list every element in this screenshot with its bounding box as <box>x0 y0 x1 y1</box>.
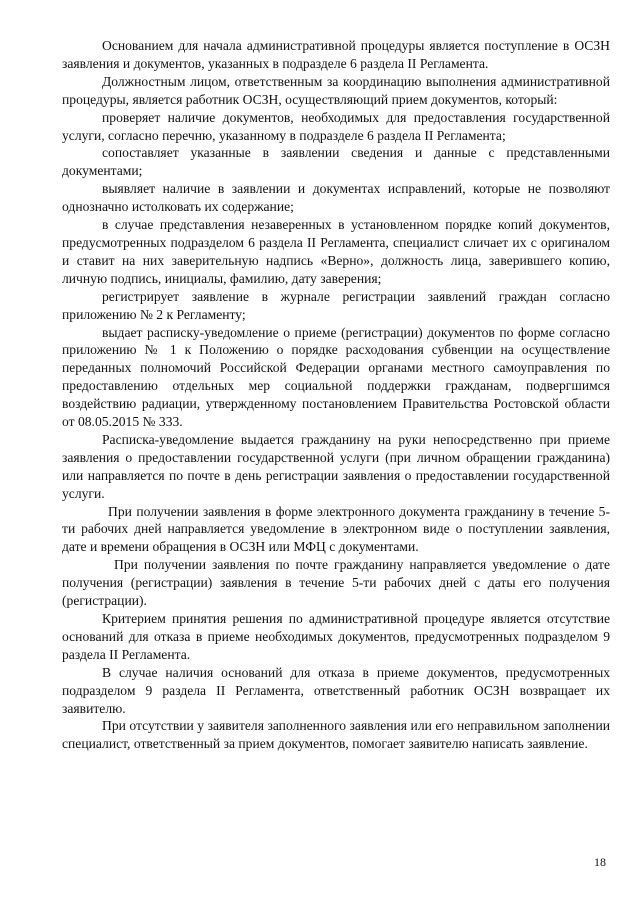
paragraph-electronic-application: При получении заявления в форме электронного документа гражданину в течение 5-ти рабочих дней направляется уведомление в электронном виде о поступлении заявления, дате и времени обращения в ОСЗН или МФЦ с документами. <box>62 503 610 555</box>
paragraph-basis: Основанием для начала административной процедуры является поступление в ОСЗН заявления и документов, указанных в подразделе 6 раздела II Регламента. <box>62 38 610 71</box>
paragraph-decision-criterion: Критерием принятия решения по административной процедуре является отсутствие оснований для отказа в приеме необходимых документов, предусмотренных подразделом 9 раздела II Регламента. <box>62 611 610 662</box>
paragraph-assistance: При отсутствии у заявителя заполненного заявления или его неправильном заполнении специалист, ответственный за прием документов, помогает заявителю написать заявление. <box>62 718 610 752</box>
body-text <box>62 37 610 753</box>
paragraph-compares-data: сопоставляет указанные в заявлении сведения и данные с представленными документами; <box>62 145 610 179</box>
paragraph-official: Должностным лицом, ответственным за координацию выполнения административной процедуры, является работник ОСЗН, осуществляющий прием документов, который: <box>62 73 610 107</box>
paragraph-checks-documents: проверяет наличие документов, необходимых для предоставления государственной услуги, согласно перечню, указанному в подразделе 6 раздела II Регламента; <box>62 109 610 143</box>
paragraph-detects-corrections: выявляет наличие в заявлении и документах исправлений, которые не позволяют однозначно истолковать их содержание; <box>62 181 610 215</box>
page-number: 18 <box>594 855 606 869</box>
paragraph-postal-application: При получении заявления по почте гражданину направляется уведомление о дате получения (регистрации) заявления в течение 5-ти рабочих дней с даты его получения (регистрации). <box>62 557 610 609</box>
paragraph-registers-application: регистрирует заявление в журнале регистрации заявлений граждан согласно приложению № 2 к Регламенту; <box>62 288 610 322</box>
paragraph-refusal-return: В случае наличия оснований для отказа в приеме документов, предусмотренных подразделом 9 раздела II Регламента, ответственный работник ОСЗН возвращает их заявителю. <box>62 664 610 716</box>
paragraph-certifies-copies: в случае представления незаверенных в установленном порядке копий документов, предусмотренных подразделом 6 раздела II Регламента, специалист сличает их с оригиналом и ставит на них заверительную надпись «Верно», должность лица, заверившего копию, личную подпись, инициалы, фамилию, дату заверения; <box>62 217 610 286</box>
paragraph-issues-receipt: выдает расписку-уведомление о приеме (регистрации) документов по форме согласно приложению № 1 к Положению о порядке расходования субвенции на осуществление переданных полномочий Российской Федерации органами местного самоуправления по предоставлению отдельных мер социальной поддержки гражданам, подвергшимся воздействию радиации, утвержденному постановлением Правительства Ростовской области от 08.05.2015 № 333. <box>62 324 610 430</box>
paragraph-receipt-delivery: Расписка-уведомление выдается гражданину на руки непосредственно при приеме заявления о предоставлении государственной услуги (при личном обращении гражданина) или направляется по почте в день регистрации заявления о предоставлении государственной услуги. <box>62 431 610 501</box>
